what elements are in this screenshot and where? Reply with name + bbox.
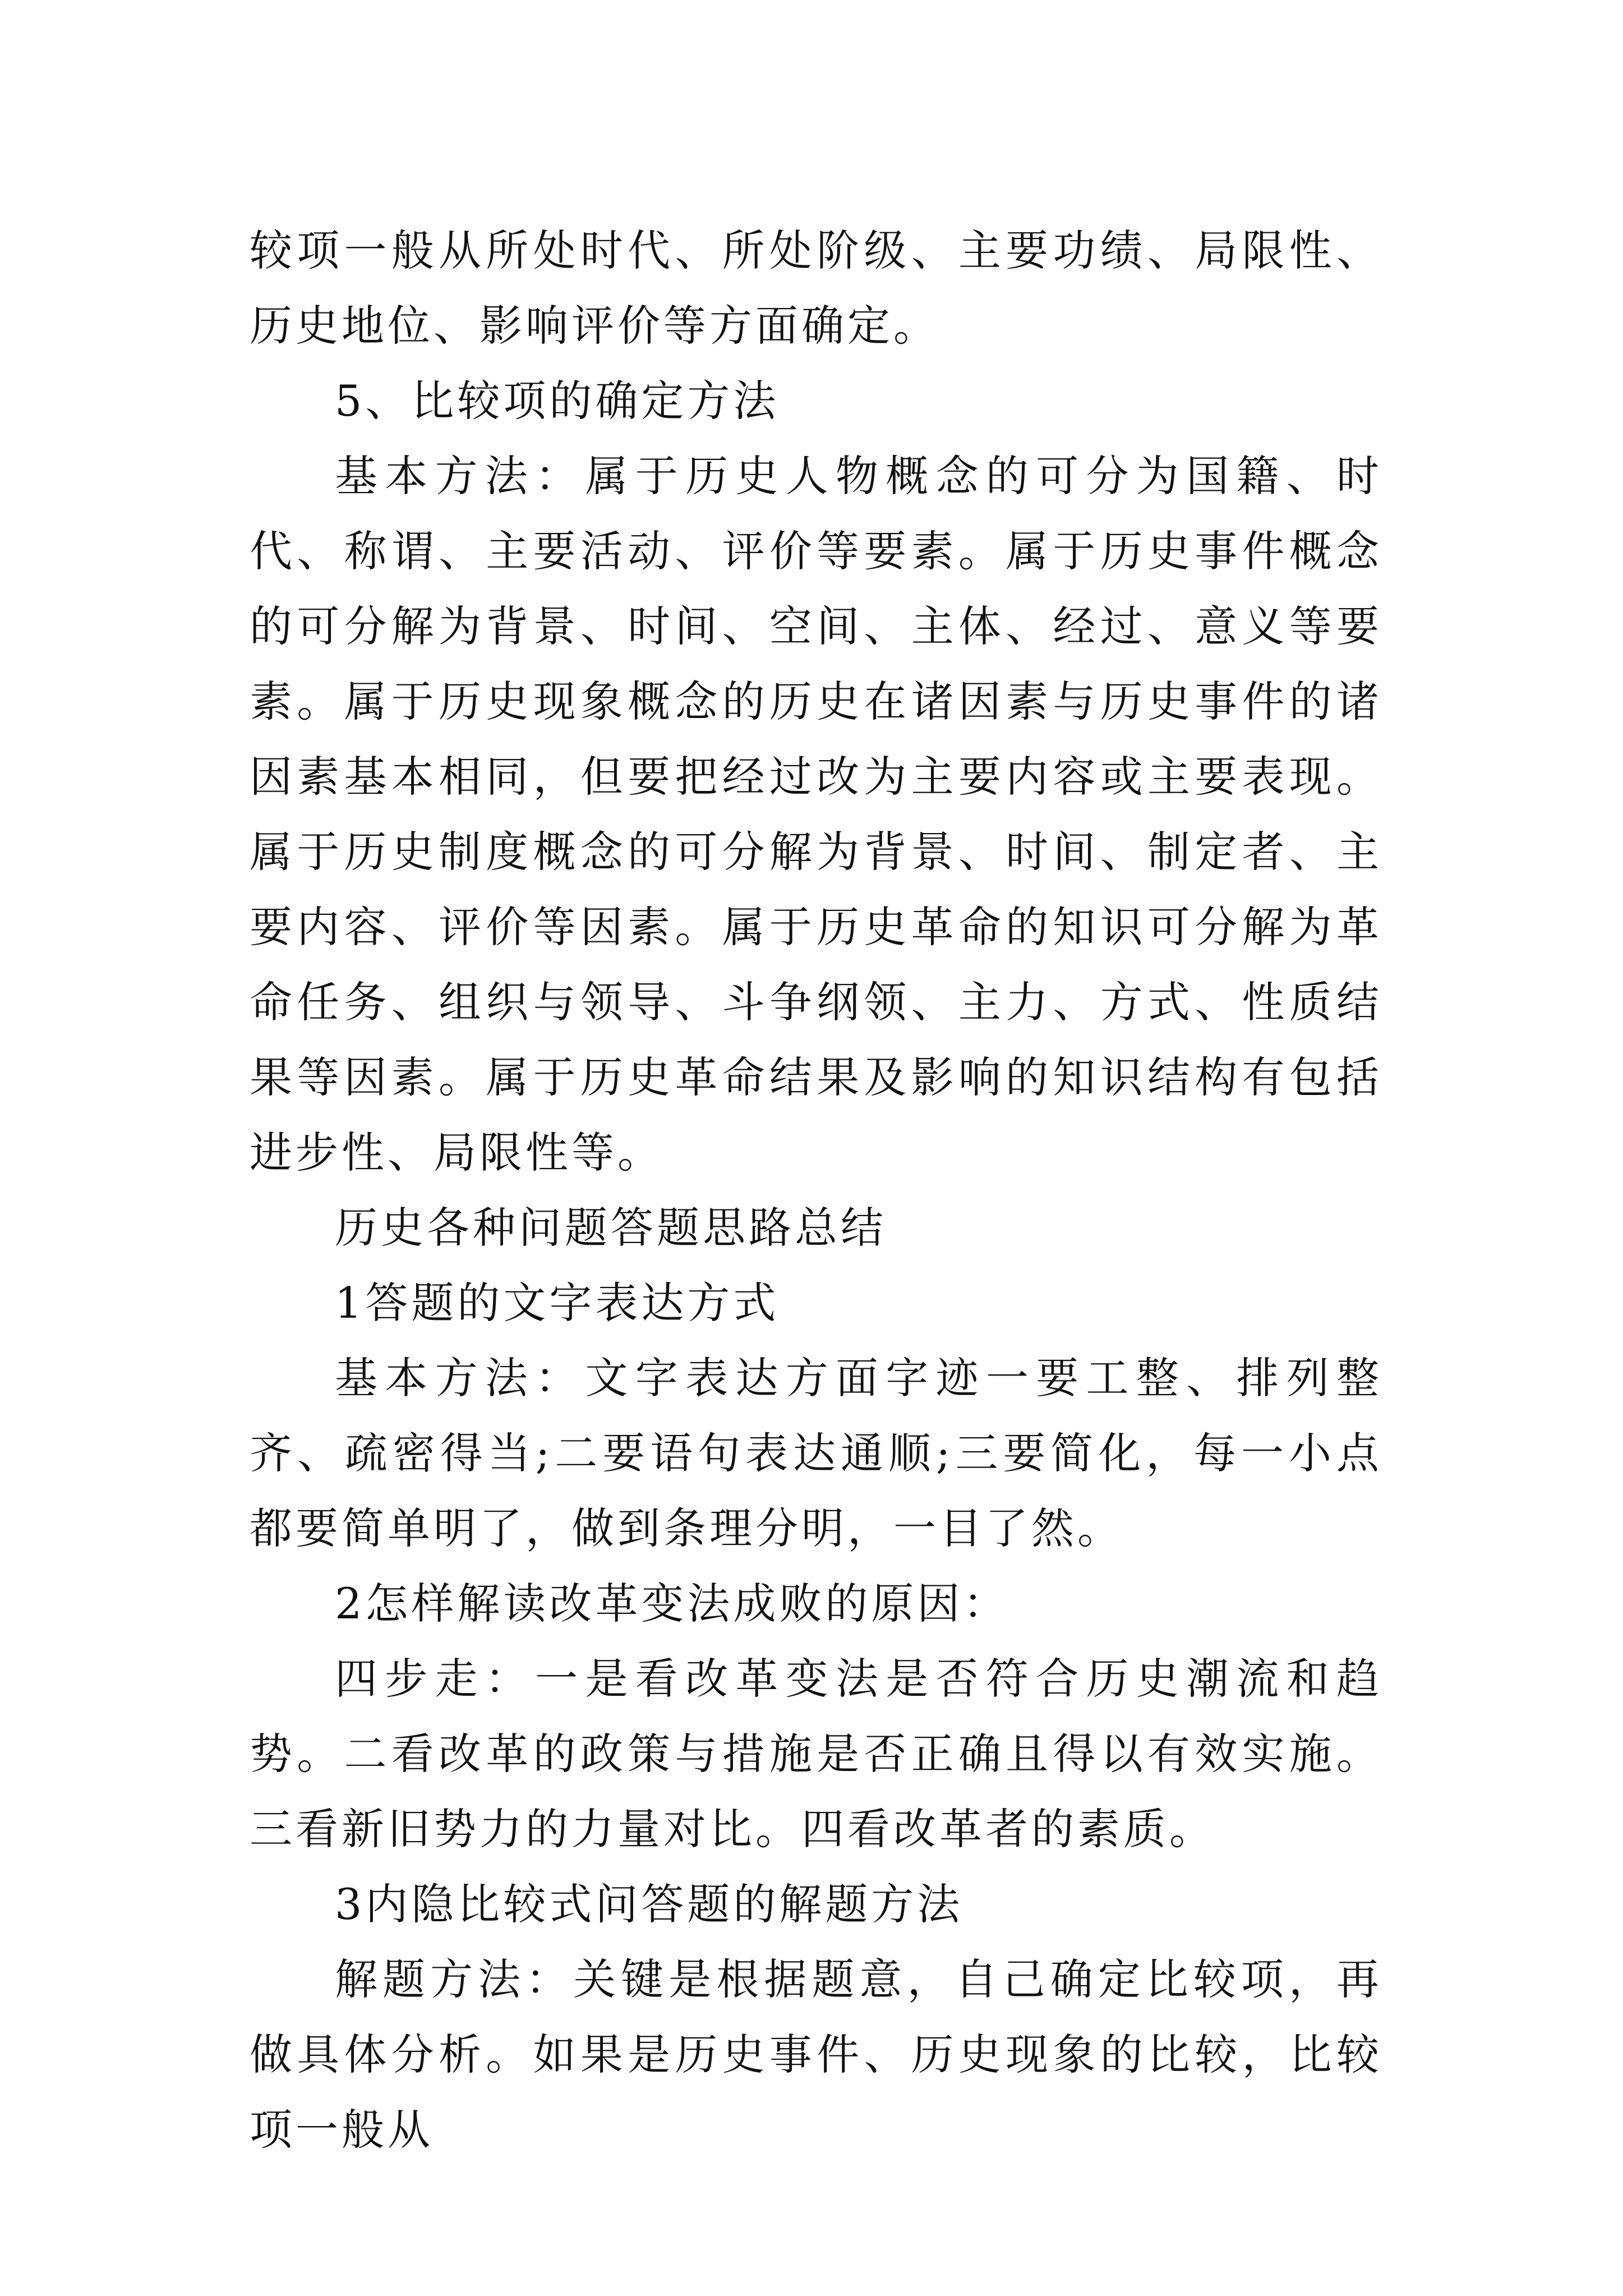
paragraph-four-steps: 四步走：一是看改革变法是否符合历史潮流和趋势。二看改革的政策与措施是否正确且得以有效实施。三看新旧势力的力量对比。四看改革者的素质。 <box>250 1654 1382 1854</box>
section-heading-summary: 历史各种问题答题思路总结 <box>335 1203 887 1253</box>
paragraph-continuation: 较项一般从所处时代、所处阶级、主要功绩、局限性、历史地位、影响评价等方面确定。 <box>250 226 1382 351</box>
section-heading-reform-reasons: 2怎样解读改革变法成败的原因： <box>335 1579 1009 1628</box>
section-heading-comparison-method: 5、比较项的确定方法 <box>335 376 780 426</box>
paragraph-basic-method-elements: 基本方法：属于历史人物概念的可分为国籍、时代、称谓、主要活动、评价等要素。属于历史事件概念的可分解为背景、时间、空间、主体、经过、意义等要素。属于历史现象概念的历史在诸因素与历史事件的诸因素基本相同，但要把经过改为主要内容或主要表现。属于历史制度概念的可分解为背景、时间、制定者、主要内容、评价等因素。属于历史革命的知识可分解为革命任务、组织与领导、斗争纲领、主力、方式、性质结果等因素。属于历史革命结果及影响的知识结构有包括进步性、局限性等。 <box>250 451 1382 1177</box>
section-heading-expression: 1答题的文字表达方式 <box>335 1278 780 1328</box>
document-body <box>250 213 1382 2168</box>
section-heading-implicit-comparison: 3内隐比较式问答题的解题方法 <box>335 1879 963 1929</box>
paragraph-expression-method: 基本方法：文字表达方面字迹一要工整、排列整齐、疏密得当;二要语句表达通顺;三要简化，每一小点都要简单明了，做到条理分明，一目了然。 <box>250 1353 1382 1553</box>
paragraph-solving-method: 解题方法：关键是根据题意，自己确定比较项，再做具体分析。如果是历史事件、历史现象的比较，比较项一般从 <box>250 1954 1382 2155</box>
